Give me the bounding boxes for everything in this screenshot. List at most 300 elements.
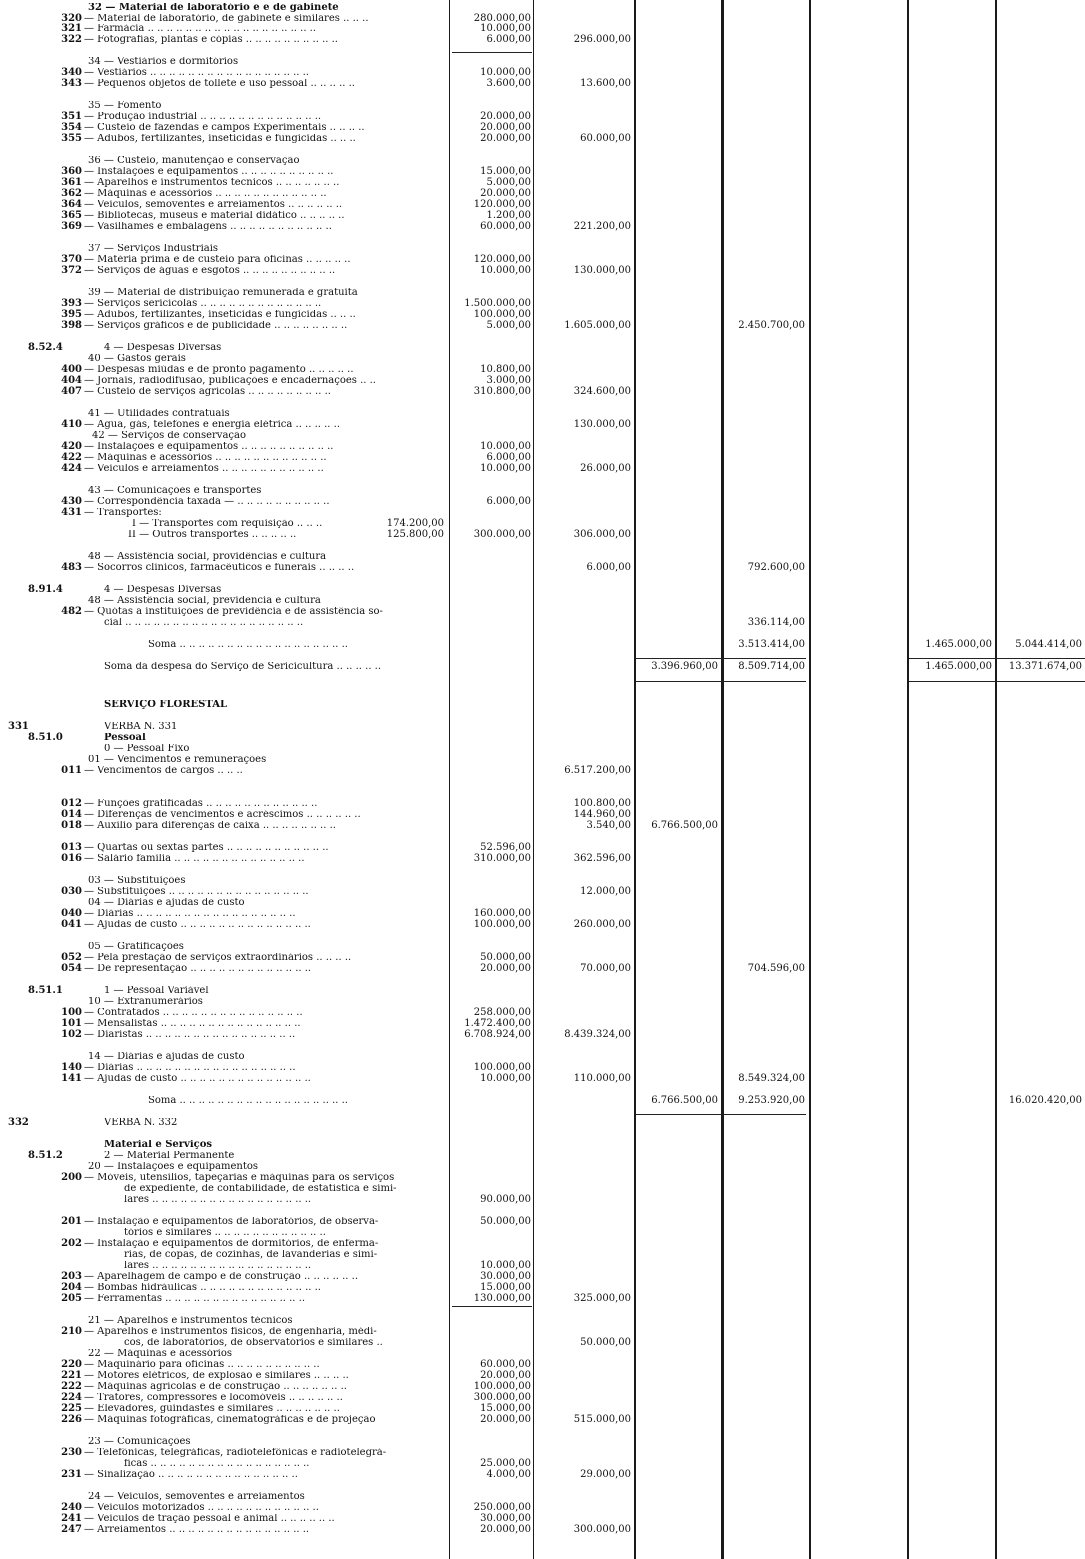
item-number: 102 — [61, 1029, 82, 1040]
item-description: 0 — Pessoal Fixo — [104, 744, 190, 754]
item-description: — Adubos, fertilizantes, inseticidas e fungicidas .. .. .. — [84, 310, 356, 320]
table-row — [0, 211, 1085, 222]
item-description: cos, de laboratórios, de observatórios e similares .. — [124, 1338, 383, 1348]
table-row — [0, 1217, 1085, 1228]
item-number: 420 — [61, 441, 82, 452]
table-row — [0, 1404, 1085, 1415]
item-number: 141 — [61, 1073, 82, 1084]
item-description: 48 — Assistência social, providências e cultura — [88, 552, 327, 562]
item-description: — Vasilhames e embalagens .. .. .. .. .. .. .. .. .. .. .. — [84, 222, 332, 232]
item-number: 430 — [61, 496, 82, 507]
item-description: — Serviços de águas e esgotos .. .. .. .. .. .. .. .. .. .. — [84, 266, 336, 276]
item-description: 35 — Fomento — [88, 101, 162, 111]
amount-c1: 10.000,00 — [480, 67, 531, 78]
table-row — [0, 1415, 1085, 1426]
table-row — [0, 1294, 1085, 1305]
amount-c0: 174.200,00 — [386, 518, 444, 529]
item-description: 2 — Material Permanente — [104, 1151, 235, 1161]
item-number: 404 — [61, 375, 82, 386]
table-row — [0, 607, 1085, 618]
sum-rule — [636, 681, 806, 682]
table-row — [0, 442, 1085, 453]
item-number: 201 — [61, 1216, 82, 1227]
item-description: — Veículos de tração pessoal e animal .. .. .. .. .. .. — [84, 1514, 335, 1524]
item-description: — Serviços sericícolas .. .. .. .. .. .. .. .. .. .. .. .. .. — [84, 299, 322, 309]
amount-c2: 306.000,00 — [573, 529, 631, 540]
table-row — [0, 1448, 1085, 1459]
item-number: 052 — [61, 952, 82, 963]
table-row — [0, 343, 1085, 354]
amount-c1: 1.200,00 — [486, 210, 531, 221]
item-description: — Quartas ou sextas partes .. .. .. .. .. .. .. .. .. .. .. — [84, 843, 329, 853]
item-description: — Instalação e equipamentos de dormitórios, de enferma- — [84, 1239, 379, 1249]
amount-c1: 310.000,00 — [473, 853, 531, 864]
table-row — [0, 1327, 1085, 1338]
item-description: 41 — Utilidades contratuais — [88, 409, 230, 419]
amount-c1: 6.000,00 — [486, 496, 531, 507]
item-description: lares .. .. .. .. .. .. .. .. .. .. .. .. .. .. .. .. .. — [124, 1261, 312, 1271]
item-description: — Arreiamentos .. .. .. .. .. .. .. .. .. .. .. .. .. .. .. — [84, 1525, 310, 1535]
item-description: — Aparelhos e instrumentos tecnicos .. .. .. .. .. .. .. — [84, 178, 340, 188]
item-number: 393 — [61, 298, 82, 309]
item-description: 36 — Custeio, manutenção e conservação — [88, 156, 300, 166]
amount-c2: 3.540,00 — [586, 820, 631, 831]
table-row — [0, 854, 1085, 865]
item-description: de expediente, de contabilidade, de estatística e simi- — [124, 1184, 397, 1194]
item-number: 483 — [61, 562, 82, 573]
table-row — [0, 1019, 1085, 1030]
amount-c3: 3.396.960,00 — [651, 661, 718, 672]
amount-c1: 10.000,00 — [480, 463, 531, 474]
table-row — [0, 1492, 1085, 1503]
table-row — [0, 508, 1085, 519]
table-row — [0, 766, 1085, 777]
table-row — [0, 1360, 1085, 1371]
table-row — [0, 1228, 1085, 1239]
item-number: 226 — [61, 1414, 82, 1425]
table-row — [0, 1459, 1085, 1470]
item-description: 22 — Máquinas e acessórios — [88, 1349, 233, 1359]
item-number: 422 — [61, 452, 82, 463]
amount-c1: 20.000,00 — [480, 122, 531, 133]
item-description: Soma da despesa do Serviço de Sericicultura .. .. .. .. .. — [104, 662, 382, 672]
item-description: — Transportes: — [84, 508, 162, 518]
amount-c2: 100.800,00 — [573, 798, 631, 809]
item-description: — Correspondência taxada — .. .. .. .. .. .. .. .. .. .. — [84, 497, 330, 507]
table-row — [0, 1151, 1085, 1162]
amount-c1: 160.000,00 — [473, 908, 531, 919]
amount-c2: 6.000,00 — [586, 562, 631, 573]
amount-c4: 8.509.714,00 — [738, 661, 805, 672]
item-number: 360 — [61, 166, 82, 177]
amount-c1: 30.000,00 — [480, 1513, 531, 1524]
item-number: 364 — [61, 199, 82, 210]
item-number: 410 — [61, 419, 82, 430]
table-row — [0, 1349, 1085, 1360]
item-number: 210 — [61, 1326, 82, 1337]
classification-code: 8.51.1 — [28, 985, 63, 996]
amount-c2: 1.605.000,00 — [564, 320, 631, 331]
table-row — [0, 101, 1085, 112]
table-row — [0, 35, 1085, 46]
table-row — [0, 1316, 1085, 1327]
table-row — [0, 123, 1085, 134]
table-row — [0, 1096, 1085, 1107]
item-number: 202 — [61, 1238, 82, 1249]
amount-c1: 3.600,00 — [486, 78, 531, 89]
table-row — [0, 1052, 1085, 1063]
table-row — [0, 1184, 1085, 1195]
item-description: — Aparelhos e instrumentos físicos, de engenharia, médi- — [84, 1327, 377, 1337]
table-row — [0, 887, 1085, 898]
amount-c4: 3.513.414,00 — [738, 639, 805, 650]
item-number: 431 — [61, 507, 82, 518]
item-number: 041 — [61, 919, 82, 930]
table-row — [0, 354, 1085, 365]
item-description: — Quótas a instituições de previdência e de assistência so- — [84, 607, 383, 617]
item-description: — Jornais, radiodifusão, publicações e encadernações .. .. — [84, 376, 376, 386]
amount-c1: 100.000,00 — [473, 1381, 531, 1392]
table-row — [0, 1283, 1085, 1294]
amount-c2: 362.596,00 — [573, 853, 631, 864]
table-row — [0, 898, 1085, 909]
item-description: 4 — Despesas Diversas — [104, 343, 222, 353]
item-description: ficas .. .. .. .. .. .. .. .. .. .. .. .. .. .. .. .. .. — [124, 1459, 310, 1469]
amount-c2: 144.960,00 — [573, 809, 631, 820]
item-number: 343 — [61, 78, 82, 89]
table-row — [0, 909, 1085, 920]
item-description: II — Outros transportes .. .. .. .. .. — [128, 530, 297, 540]
classification-code: 8.52.4 — [28, 342, 63, 353]
table-row — [0, 431, 1085, 442]
table-row — [0, 953, 1085, 964]
amount-c1: 4.000,00 — [486, 1469, 531, 1480]
amount-c1: 1.472.400,00 — [464, 1018, 531, 1029]
amount-c1: 300.000,00 — [473, 529, 531, 540]
item-description: — Fotografias, plantas e cópias .. .. .. .. .. .. .. .. .. .. — [84, 35, 338, 45]
amount-c4: 792.600,00 — [747, 562, 805, 573]
item-description: — Tratores, compressores e locomóveis .. .. .. .. .. .. — [84, 1393, 343, 1403]
item-number: 012 — [61, 798, 82, 809]
table-row — [0, 821, 1085, 832]
table-row — [0, 244, 1085, 255]
item-description: — Veículos motorizados .. .. .. .. .. .. .. .. .. .. .. .. — [84, 1503, 319, 1513]
amount-c1: 15.000,00 — [480, 166, 531, 177]
item-description: — Adubos, fertilizantes, inseticidas e fungicidas .. .. .. — [84, 134, 356, 144]
table-row — [0, 1074, 1085, 1085]
amount-c2: 325.000,00 — [573, 1293, 631, 1304]
item-description: — Instalações e equipamentos .. .. .. .. .. .. .. .. .. .. — [84, 167, 334, 177]
item-description: — Matéria prima e de custeio para oficinas .. .. .. .. .. — [84, 255, 351, 265]
item-description: — Salário família .. .. .. .. .. .. .. .. .. .. .. .. .. .. — [84, 854, 305, 864]
item-number: 205 — [61, 1293, 82, 1304]
sum-rule — [452, 52, 532, 53]
verba-number: 332 — [8, 1117, 29, 1128]
sum-rule — [909, 681, 1085, 682]
item-number: 204 — [61, 1282, 82, 1293]
table-row — [0, 942, 1085, 953]
table-row — [0, 1503, 1085, 1514]
amount-c4: 8.549.324,00 — [738, 1073, 805, 1084]
table-row — [0, 810, 1085, 821]
item-number: 014 — [61, 809, 82, 820]
table-row — [0, 799, 1085, 810]
item-description: — Vestiários .. .. .. .. .. .. .. .. .. .. .. .. .. .. .. .. .. — [84, 68, 309, 78]
item-number: 398 — [61, 320, 82, 331]
item-description: — Máquinas e acessórios .. .. .. .. .. .. .. .. .. .. .. .. — [84, 189, 327, 199]
amount-c1: 20.000,00 — [480, 1524, 531, 1535]
table-row — [0, 733, 1085, 744]
amount-c1: 30.000,00 — [480, 1271, 531, 1282]
item-description: 20 — Instalações e equipamentos — [88, 1162, 259, 1172]
amount-c1: 250.000,00 — [473, 1502, 531, 1513]
item-description: 24 — Veículos, semoventes e arreiamentos — [88, 1492, 305, 1502]
item-description: — Bibliotecas, museus e material didático .. .. .. .. .. — [84, 211, 345, 221]
table-row — [0, 1437, 1085, 1448]
table-row — [0, 453, 1085, 464]
amount-c4: 336.114,00 — [747, 617, 805, 628]
table-row — [0, 321, 1085, 332]
amount-c3: 6.766.500,00 — [651, 1095, 718, 1106]
table-row — [0, 310, 1085, 321]
table-row — [0, 167, 1085, 178]
amount-c2: 12.000,00 — [580, 886, 631, 897]
amount-c7: 13.371.674,00 — [1008, 661, 1082, 672]
item-number: 054 — [61, 963, 82, 974]
item-description: — Vencimentos de cargos .. .. .. — [84, 766, 243, 776]
amount-c7: 5.044.414,00 — [1015, 639, 1082, 650]
item-description: VERBA N. 331 — [104, 722, 178, 732]
item-description: 4 — Despesas Diversas — [104, 585, 222, 595]
table-row — [0, 1195, 1085, 1206]
table-row — [0, 1382, 1085, 1393]
amount-c2: 13.600,00 — [580, 78, 631, 89]
item-number: 100 — [61, 1007, 82, 1018]
amount-c2: 515.000,00 — [573, 1414, 631, 1425]
item-description: — Máquinas agrícolas e de construção .. .. .. .. .. .. .. — [84, 1382, 347, 1392]
amount-c1: 300.000,00 — [473, 1392, 531, 1403]
amount-c1: 3.000,00 — [486, 375, 531, 386]
item-description: 43 — Comunicações e transportes — [88, 486, 262, 496]
amount-c1: 10.000,00 — [480, 265, 531, 276]
item-description: 42 — Serviços de conservação — [92, 431, 246, 441]
item-number: 224 — [61, 1392, 82, 1403]
table-row — [0, 640, 1085, 651]
table-row — [0, 464, 1085, 475]
item-description: — Funções gratificadas .. .. .. .. .. .. .. .. .. .. .. .. — [84, 799, 318, 809]
item-number: 241 — [61, 1513, 82, 1524]
table-row — [0, 1162, 1085, 1173]
item-description: 04 — Diárias e ajudas de custo — [88, 898, 245, 908]
table-row — [0, 1371, 1085, 1382]
amount-c1: 15.000,00 — [480, 1282, 531, 1293]
table-row — [0, 876, 1085, 887]
amount-c2: 324.600,00 — [573, 386, 631, 397]
table-row — [0, 552, 1085, 563]
item-description: — Produção industrial .. .. .. .. .. .. .. .. .. .. .. .. .. — [84, 112, 322, 122]
item-number: 482 — [61, 606, 82, 617]
table-row — [0, 288, 1085, 299]
amount-c1: 20.000,00 — [480, 963, 531, 974]
item-description: 34 — Vestiários e dormitórios — [88, 57, 239, 67]
table-row — [0, 920, 1085, 931]
table-row — [0, 744, 1085, 755]
table-row — [0, 266, 1085, 277]
amount-c4: 704.596,00 — [747, 963, 805, 974]
table-row — [0, 596, 1085, 607]
item-description: SERVIÇO FLORESTAL — [104, 700, 228, 710]
item-description: 21 — Aparelhos e instrumentos técnicos — [88, 1316, 293, 1326]
item-description: I — Transportes com requisição .. .. .. — [132, 519, 323, 529]
item-description: — Veículos e arreiamentos .. .. .. .. .. .. .. .. .. .. .. — [84, 464, 324, 474]
amount-c1: 1.500.000,00 — [464, 298, 531, 309]
item-description: VERBA N. 332 — [104, 1118, 178, 1128]
item-number: 203 — [61, 1271, 82, 1282]
item-description: — Instalações e equipamentos .. .. .. .. .. .. .. .. .. .. — [84, 442, 334, 452]
table-row — [0, 156, 1085, 167]
amount-c2: 130.000,00 — [573, 419, 631, 430]
item-number: 322 — [61, 34, 82, 45]
item-description: tórios e similares .. .. .. .. .. .. .. .. .. .. .. .. — [124, 1228, 326, 1238]
item-description: — Farmácia .. .. .. .. .. .. .. .. .. .. .. .. .. .. .. .. .. .. — [84, 24, 317, 34]
table-row — [0, 1393, 1085, 1404]
item-number: 018 — [61, 820, 82, 831]
amount-c1: 10.000,00 — [480, 441, 531, 452]
item-description: 10 — Extranumerários — [88, 997, 203, 1007]
amount-c1: 5.000,00 — [486, 320, 531, 331]
item-description: 32 — Material de laboratório e e de gabinete — [88, 3, 339, 13]
item-number: 230 — [61, 1447, 82, 1458]
amount-c2: 29.000,00 — [580, 1469, 631, 1480]
classification-code: 8.91.4 — [28, 584, 63, 595]
amount-c2: 300.000,00 — [573, 1524, 631, 1535]
item-description: — Telefônicas, telegráficas, radiotelefônicas e radiotelegrá- — [84, 1448, 387, 1458]
table-row — [0, 57, 1085, 68]
classification-code: 8.51.0 — [28, 732, 63, 743]
amount-c1: 280.000,00 — [473, 13, 531, 24]
item-description: rias, de copas, de cozinhas, de lavanderias e simi- — [124, 1250, 378, 1260]
item-number: 354 — [61, 122, 82, 133]
table-row — [0, 986, 1085, 997]
amount-c1: 120.000,00 — [473, 254, 531, 265]
table-row — [0, 255, 1085, 266]
item-description: Soma .. .. .. .. .. .. .. .. .. .. .. .. .. .. .. .. .. .. — [148, 1096, 348, 1106]
table-row — [0, 662, 1085, 673]
amount-c2: 130.000,00 — [573, 265, 631, 276]
amount-c1: 6.708.924,00 — [464, 1029, 531, 1040]
amount-c1: 20.000,00 — [480, 133, 531, 144]
item-number: 221 — [61, 1370, 82, 1381]
table-row — [0, 1514, 1085, 1525]
item-number: 240 — [61, 1502, 82, 1513]
table-row — [0, 722, 1085, 733]
table-row — [0, 964, 1085, 975]
table-row — [0, 79, 1085, 90]
table-row — [0, 376, 1085, 387]
item-description: — Motores elétricos, de explosão e similares .. .. .. .. — [84, 1371, 349, 1381]
table-row — [0, 1118, 1085, 1129]
item-number: 247 — [61, 1524, 82, 1535]
table-row — [0, 299, 1085, 310]
amount-c4: 2.450.700,00 — [738, 320, 805, 331]
item-description: — Máquinas fotográficas, cinematográficas e de projeção — [84, 1415, 376, 1425]
amount-c1: 10.000,00 — [480, 23, 531, 34]
item-number: 407 — [61, 386, 82, 397]
item-description: — Serviços gráficos e de publicidade .. .. .. .. .. .. .. .. — [84, 321, 348, 331]
table-row — [0, 755, 1085, 766]
item-number: 101 — [61, 1018, 82, 1029]
item-description: — Agua, gás, telefones e energia elétrica .. .. .. .. .. — [84, 420, 341, 430]
item-description: 48 — Assistência social, previdencia e cultura — [88, 596, 321, 606]
item-number: 200 — [61, 1172, 82, 1183]
table-row — [0, 1470, 1085, 1481]
table-row — [0, 1272, 1085, 1283]
amount-c1: 5.000,00 — [486, 177, 531, 188]
item-number: 231 — [61, 1469, 82, 1480]
item-number: 140 — [61, 1062, 82, 1073]
item-number: 395 — [61, 309, 82, 320]
amount-c1: 20.000,00 — [480, 1414, 531, 1425]
item-description: — Bombas hidráulicas .. .. .. .. .. .. .. .. .. .. .. .. .. — [84, 1283, 321, 1293]
amount-c1: 90.000,00 — [480, 1194, 531, 1205]
item-description: — Ajudas de custo .. .. .. .. .. .. .. .. .. .. .. .. .. .. — [84, 1074, 311, 1084]
table-row — [0, 585, 1085, 596]
item-number: 361 — [61, 177, 82, 188]
table-row — [0, 1261, 1085, 1272]
amount-c2: 6.517.200,00 — [564, 765, 631, 776]
item-number: 321 — [61, 23, 82, 34]
item-number: 220 — [61, 1359, 82, 1370]
sum-rule — [636, 658, 806, 659]
table-row — [0, 1525, 1085, 1536]
item-number: 011 — [61, 765, 82, 776]
item-description: — Sinalização .. .. .. .. .. .. .. .. .. .. .. .. .. .. .. — [84, 1470, 298, 1480]
item-description: — Pela prestação de serviços extraordinários .. .. .. .. — [84, 953, 352, 963]
amount-c6: 1.465.000,00 — [925, 639, 992, 650]
amount-c2: 60.000,00 — [580, 133, 631, 144]
amount-c1: 15.000,00 — [480, 1403, 531, 1414]
item-number: 016 — [61, 853, 82, 864]
table-row — [0, 409, 1085, 420]
amount-c4: 9.253.920,00 — [738, 1095, 805, 1106]
table-row — [0, 1173, 1085, 1184]
item-description: lares .. .. .. .. .. .. .. .. .. .. .. .. .. .. .. .. .. — [124, 1195, 312, 1205]
table-row — [0, 365, 1085, 376]
item-description: — Diferenças de vencimentos e acréscimos .. .. .. .. .. .. — [84, 810, 361, 820]
item-description: — Custeio de fazendas e campos Experimentais .. .. .. .. — [84, 123, 365, 133]
item-description: — Diárias .. .. .. .. .. .. .. .. .. .. .. .. .. .. .. .. .. — [84, 909, 296, 919]
item-description: 23 — Comunicações — [88, 1437, 191, 1447]
item-number: 030 — [61, 886, 82, 897]
table-row — [0, 178, 1085, 189]
item-description: — Diárias .. .. .. .. .. .. .. .. .. .. .. .. .. .. .. .. .. — [84, 1063, 296, 1073]
item-number: 225 — [61, 1403, 82, 1414]
amount-c1: 6.000,00 — [486, 452, 531, 463]
amount-c1: 60.000,00 — [480, 221, 531, 232]
item-number: 372 — [61, 265, 82, 276]
item-number: 320 — [61, 13, 82, 24]
table-row — [0, 843, 1085, 854]
amount-c1: 60.000,00 — [480, 1359, 531, 1370]
amount-c1: 50.000,00 — [480, 952, 531, 963]
table-row — [0, 387, 1085, 398]
item-description: — Máquinas e acessórios .. .. .. .. .. .. .. .. .. .. .. .. — [84, 453, 327, 463]
item-description: — Mensalistas .. .. .. .. .. .. .. .. .. .. .. .. .. .. .. — [84, 1019, 301, 1029]
table-row — [0, 3, 1085, 14]
item-number: 362 — [61, 188, 82, 199]
item-number: 340 — [61, 67, 82, 78]
table-row — [0, 618, 1085, 629]
